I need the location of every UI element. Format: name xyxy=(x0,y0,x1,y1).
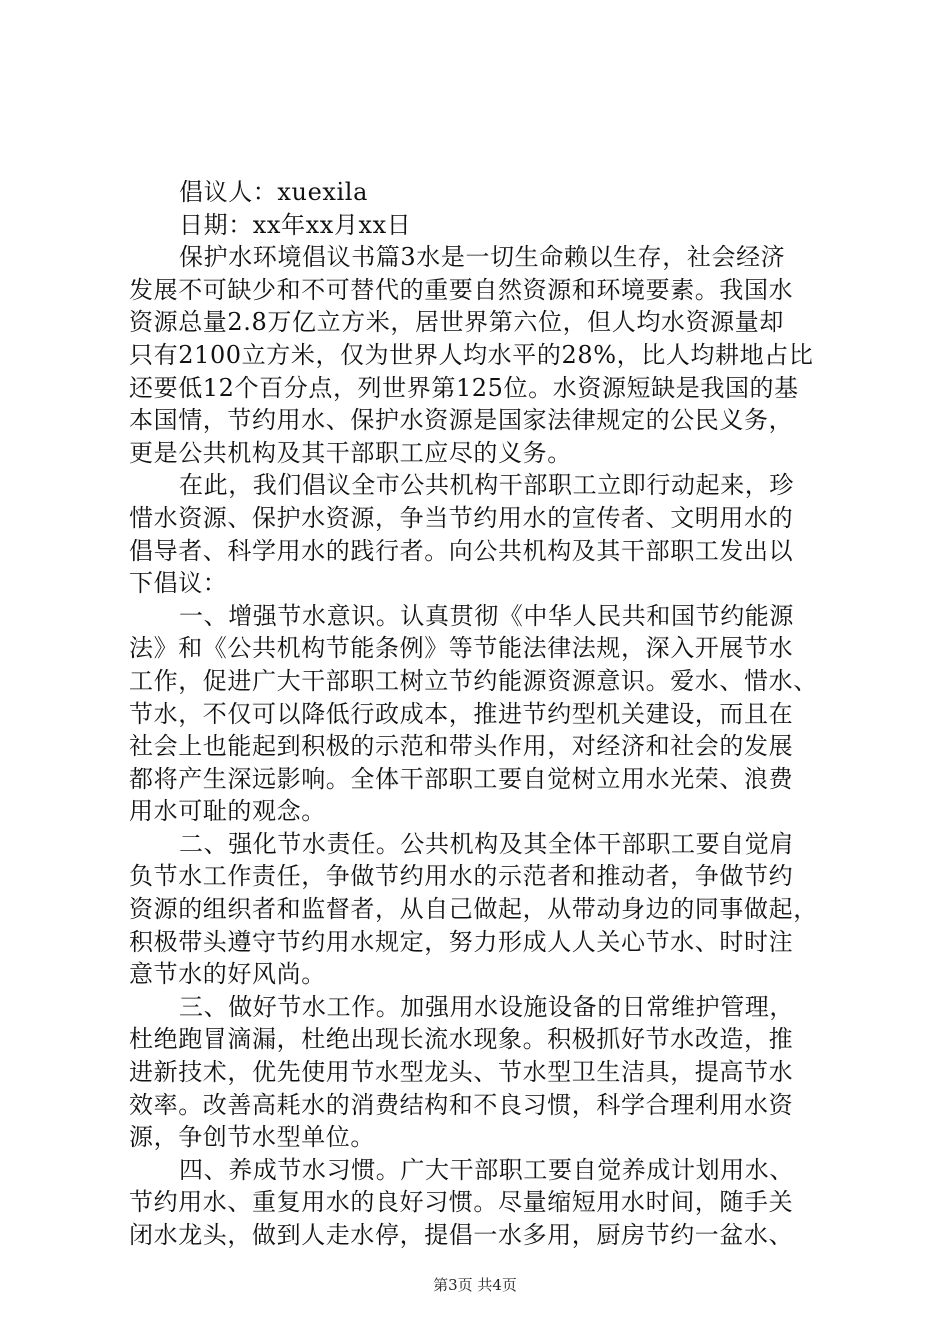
text-line: 四、养成节水习惯。广大干部职工要自觉养成计划用水、 xyxy=(179,1155,794,1184)
text-line: 一、增强节水意识。认真贯彻《中华人民共和国节约能源 xyxy=(179,601,794,630)
text-line: 倡议人：xuexila xyxy=(179,178,368,206)
text-line: 在此，我们倡议全市公共机构干部职工立即行动起来，珍 xyxy=(179,471,794,500)
text-line: 负节水工作责任，争做节约用水的示范者和推动者，争做节约 xyxy=(129,862,794,891)
text-line: 保护水环境倡议书篇3水是一切生命赖以生存，社会经济 xyxy=(179,243,786,272)
text-line: 积极带头遵守节约用水规定，努力形成人人关心节水、时时注 xyxy=(129,927,794,956)
text-line: 都将产生深远影响。全体干部职工要自觉树立用水光荣、浪费 xyxy=(129,764,794,793)
text-line: 惜水资源、保护水资源，争当节约用水的宣传者、文明用水的 xyxy=(129,503,794,532)
text-line: 进新技术，优先使用节水型龙头、节水型卫生洁具，提高节水 xyxy=(129,1058,794,1087)
text-line: 节水，不仅可以降低行政成本，推进节约型机关建设，而且在 xyxy=(129,699,794,728)
text-line: 还要低12个百分点，列世界第125位。水资源短缺是我国的基 xyxy=(129,373,799,402)
text-line: 意节水的好风尚。 xyxy=(129,960,326,989)
text-line: 本国情，节约用水、保护水资源是国家法律规定的公民义务， xyxy=(129,406,794,435)
text-line: 法》和《公共机构节能条例》等节能法律法规，深入开展节水 xyxy=(129,634,794,663)
text-line: 更是公共机构及其干部职工应尽的义务。 xyxy=(129,438,572,467)
text-line: 二、强化节水责任。公共机构及其全体干部职工要自觉肩 xyxy=(179,829,794,858)
text-line: 下倡议： xyxy=(129,569,228,598)
text-line: 用水可耻的观念。 xyxy=(129,797,326,826)
text-line: 倡导者、科学用水的践行者。向公共机构及其干部职工发出以 xyxy=(129,536,794,565)
text-line: 杜绝跑冒滴漏，杜绝出现长流水现象。积极抓好节水改造，推 xyxy=(129,1025,794,1054)
text-line: 节约用水、重复用水的良好习惯。尽量缩短用水时间，随手关 xyxy=(129,1188,794,1217)
text-line: 效率。改善高耗水的消费结构和不良习惯，科学合理利用水资 xyxy=(129,1090,794,1119)
text-line: 闭水龙头，做到人走水停，提倡一水多用，厨房节约一盆水、 xyxy=(129,1221,794,1249)
text-line: 发展不可缺少和不可替代的重要自然资源和环境要素。我国水 xyxy=(129,275,794,304)
text-line: 资源的组织者和监督者，从自己做起，从带动身边的同事做起， xyxy=(129,895,818,924)
text-line: 资源总量2.8万亿立方米，居世界第六位，但人均水资源量却 xyxy=(129,308,784,337)
document-body xyxy=(129,176,829,1252)
text-line: 日期：xx年xx月xx日 xyxy=(179,210,412,239)
text-line: 工作，促进广大干部职工树立节约能源资源意识。爱水、惜水、 xyxy=(129,666,818,695)
text-line: 只有2100立方米，仅为世界人均水平的28%，比人均耕地占比 xyxy=(129,340,814,369)
text-line: 源，争创节水型单位。 xyxy=(129,1123,375,1152)
text-line: 三、做好节水工作。加强用水设施设备的日常维护管理， xyxy=(179,992,794,1021)
page-footer: 第3页 共4页 xyxy=(433,1276,517,1294)
text-line: 社会上也能起到积极的示范和带头作用，对经济和社会的发展 xyxy=(129,732,794,761)
